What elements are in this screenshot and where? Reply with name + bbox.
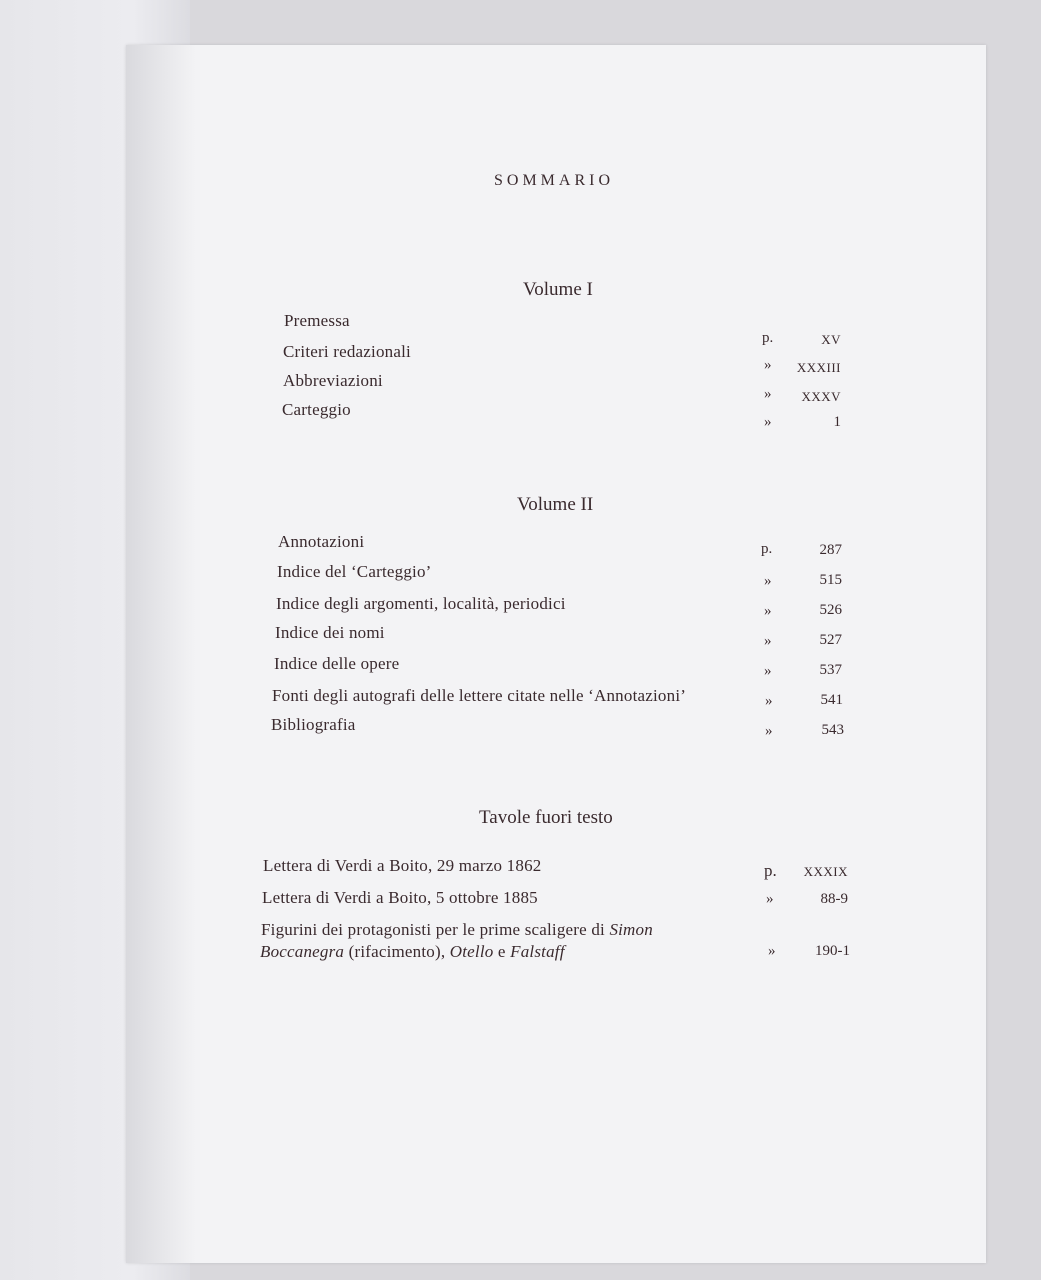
toc-entry-label: Lettera di Verdi a Boito, 29 marzo 1862 <box>263 856 542 875</box>
toc-page-marker: » <box>766 891 774 907</box>
toc-entry-italic-title: Simon <box>609 920 653 939</box>
toc-page-number: XV <box>821 332 841 347</box>
toc-page-marker: » <box>768 943 776 959</box>
toc-entry-text: Figurini dei protagonisti per le prime scaligere di <box>261 920 610 939</box>
toc-page-number: 541 <box>820 692 843 708</box>
toc-entry-label: Criteri redazionali <box>283 342 411 361</box>
toc-entry-label: Abbreviazioni <box>283 371 383 390</box>
toc-entry-text: e <box>493 942 511 961</box>
toc-page-marker: p. <box>764 861 777 880</box>
book-page <box>126 45 986 1263</box>
toc-entry-label: Indice degli argomenti, località, periodici <box>276 594 566 613</box>
toc-page-marker: p. <box>761 541 773 557</box>
toc-page-number: 526 <box>819 602 842 618</box>
toc-entry-label: Lettera di Verdi a Boito, 5 ottobre 1885 <box>262 888 538 907</box>
toc-entry-text: (rifacimento), <box>344 942 450 961</box>
toc-page-number: XXXIX <box>803 864 848 879</box>
toc-entry-label: Premessa <box>284 311 350 330</box>
toc-page-marker: » <box>764 663 772 679</box>
toc-page-marker: » <box>764 357 772 373</box>
section-heading-volume-2: Volume II <box>517 494 594 515</box>
toc-entry-label: Fonti degli autografi delle lettere citate nelle ‘Annotazioni’ <box>272 686 687 705</box>
page-title: SOMMARIO <box>494 172 615 189</box>
toc-entry-label: Indice delle opere <box>274 654 400 673</box>
toc-entry-italic-title: Falstaff <box>510 942 565 961</box>
toc-entry-label: Indice dei nomi <box>275 623 385 642</box>
section-heading-volume-1: Volume I <box>523 279 593 300</box>
toc-page-number: 88-9 <box>820 891 848 907</box>
toc-page-number: XXXV <box>801 389 841 404</box>
toc-page-marker: » <box>765 723 773 739</box>
toc-page-marker: p. <box>762 330 774 346</box>
toc-entry-label: Annotazioni <box>278 532 365 551</box>
toc-entry-italic-title: Boccanegra <box>260 942 345 961</box>
toc-entry-label: Bibliografia <box>271 715 356 734</box>
toc-entry-italic-title: Otello <box>449 942 494 961</box>
toc-page-marker: » <box>764 573 772 589</box>
toc-page-number: 515 <box>819 572 842 588</box>
toc-entry-label: Carteggio <box>282 400 351 419</box>
toc-entry-label: Indice del ‘Carteggio’ <box>277 562 432 581</box>
toc-page-number: 543 <box>821 722 844 738</box>
toc-entry-label-line2 <box>260 942 565 962</box>
toc-page-marker: » <box>764 386 772 402</box>
section-heading-plates: Tavole fuori testo <box>479 807 613 828</box>
toc-entry-label-line1 <box>261 920 653 940</box>
toc-page-number: 527 <box>819 632 842 648</box>
toc-page-marker: » <box>764 603 772 619</box>
toc-page-number: 190-1 <box>815 943 850 959</box>
toc-page-number: 287 <box>819 542 842 558</box>
toc-page-number: XXXIII <box>796 360 841 375</box>
page-gutter-shadow <box>126 45 196 1263</box>
toc-page-marker: » <box>765 693 773 709</box>
toc-page-marker: » <box>764 633 772 649</box>
toc-page-number: 537 <box>819 662 842 678</box>
toc-page-number: 1 <box>833 414 841 430</box>
toc-page-marker: » <box>764 414 772 430</box>
